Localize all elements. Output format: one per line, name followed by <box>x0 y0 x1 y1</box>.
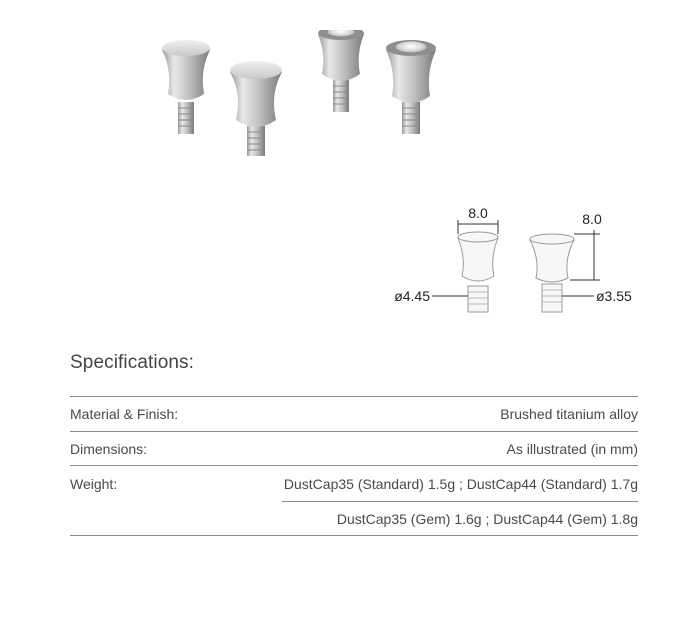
divider <box>70 431 638 432</box>
divider <box>70 396 638 397</box>
spec-label: Material & Finish: <box>70 406 179 422</box>
spec-value: DustCap35 (Standard) 1.5g ; DustCap44 (Standard) 1.7g <box>283 476 638 492</box>
spec-label: Weight: <box>70 476 118 492</box>
product-photo <box>150 30 460 170</box>
divider <box>70 465 638 466</box>
spec-label: Dimensions: <box>70 441 148 457</box>
right-diameter-label: ø3.55 <box>596 288 632 304</box>
height-label: 8.0 <box>582 211 602 227</box>
left-diameter-label: ø4.45 <box>394 288 430 304</box>
spec-value: DustCap35 (Gem) 1.6g ; DustCap44 (Gem) 1.8g <box>336 511 638 527</box>
spec-value: Brushed titanium alloy <box>500 406 638 422</box>
spec-row-weight <box>70 476 638 496</box>
dustcap-gem-left <box>318 30 364 112</box>
divider <box>70 535 638 536</box>
diagram-cap-left <box>458 232 498 312</box>
spec-value: As illustrated (in mm) <box>506 441 638 457</box>
specifications-title: Specifications: <box>70 352 195 373</box>
height-dimension <box>570 230 600 280</box>
divider <box>282 501 638 502</box>
dustcap-standard-right <box>230 61 282 156</box>
spec-row-material <box>70 406 638 426</box>
spec-row-dimensions <box>70 441 638 461</box>
width-label: 8.0 <box>468 205 488 221</box>
spec-row-weight-gem <box>70 511 638 531</box>
dustcap-gem-right <box>386 40 436 134</box>
diagram-cap-right <box>530 234 574 312</box>
dustcap-standard-left <box>162 40 210 134</box>
dimension-diagram <box>380 200 650 325</box>
